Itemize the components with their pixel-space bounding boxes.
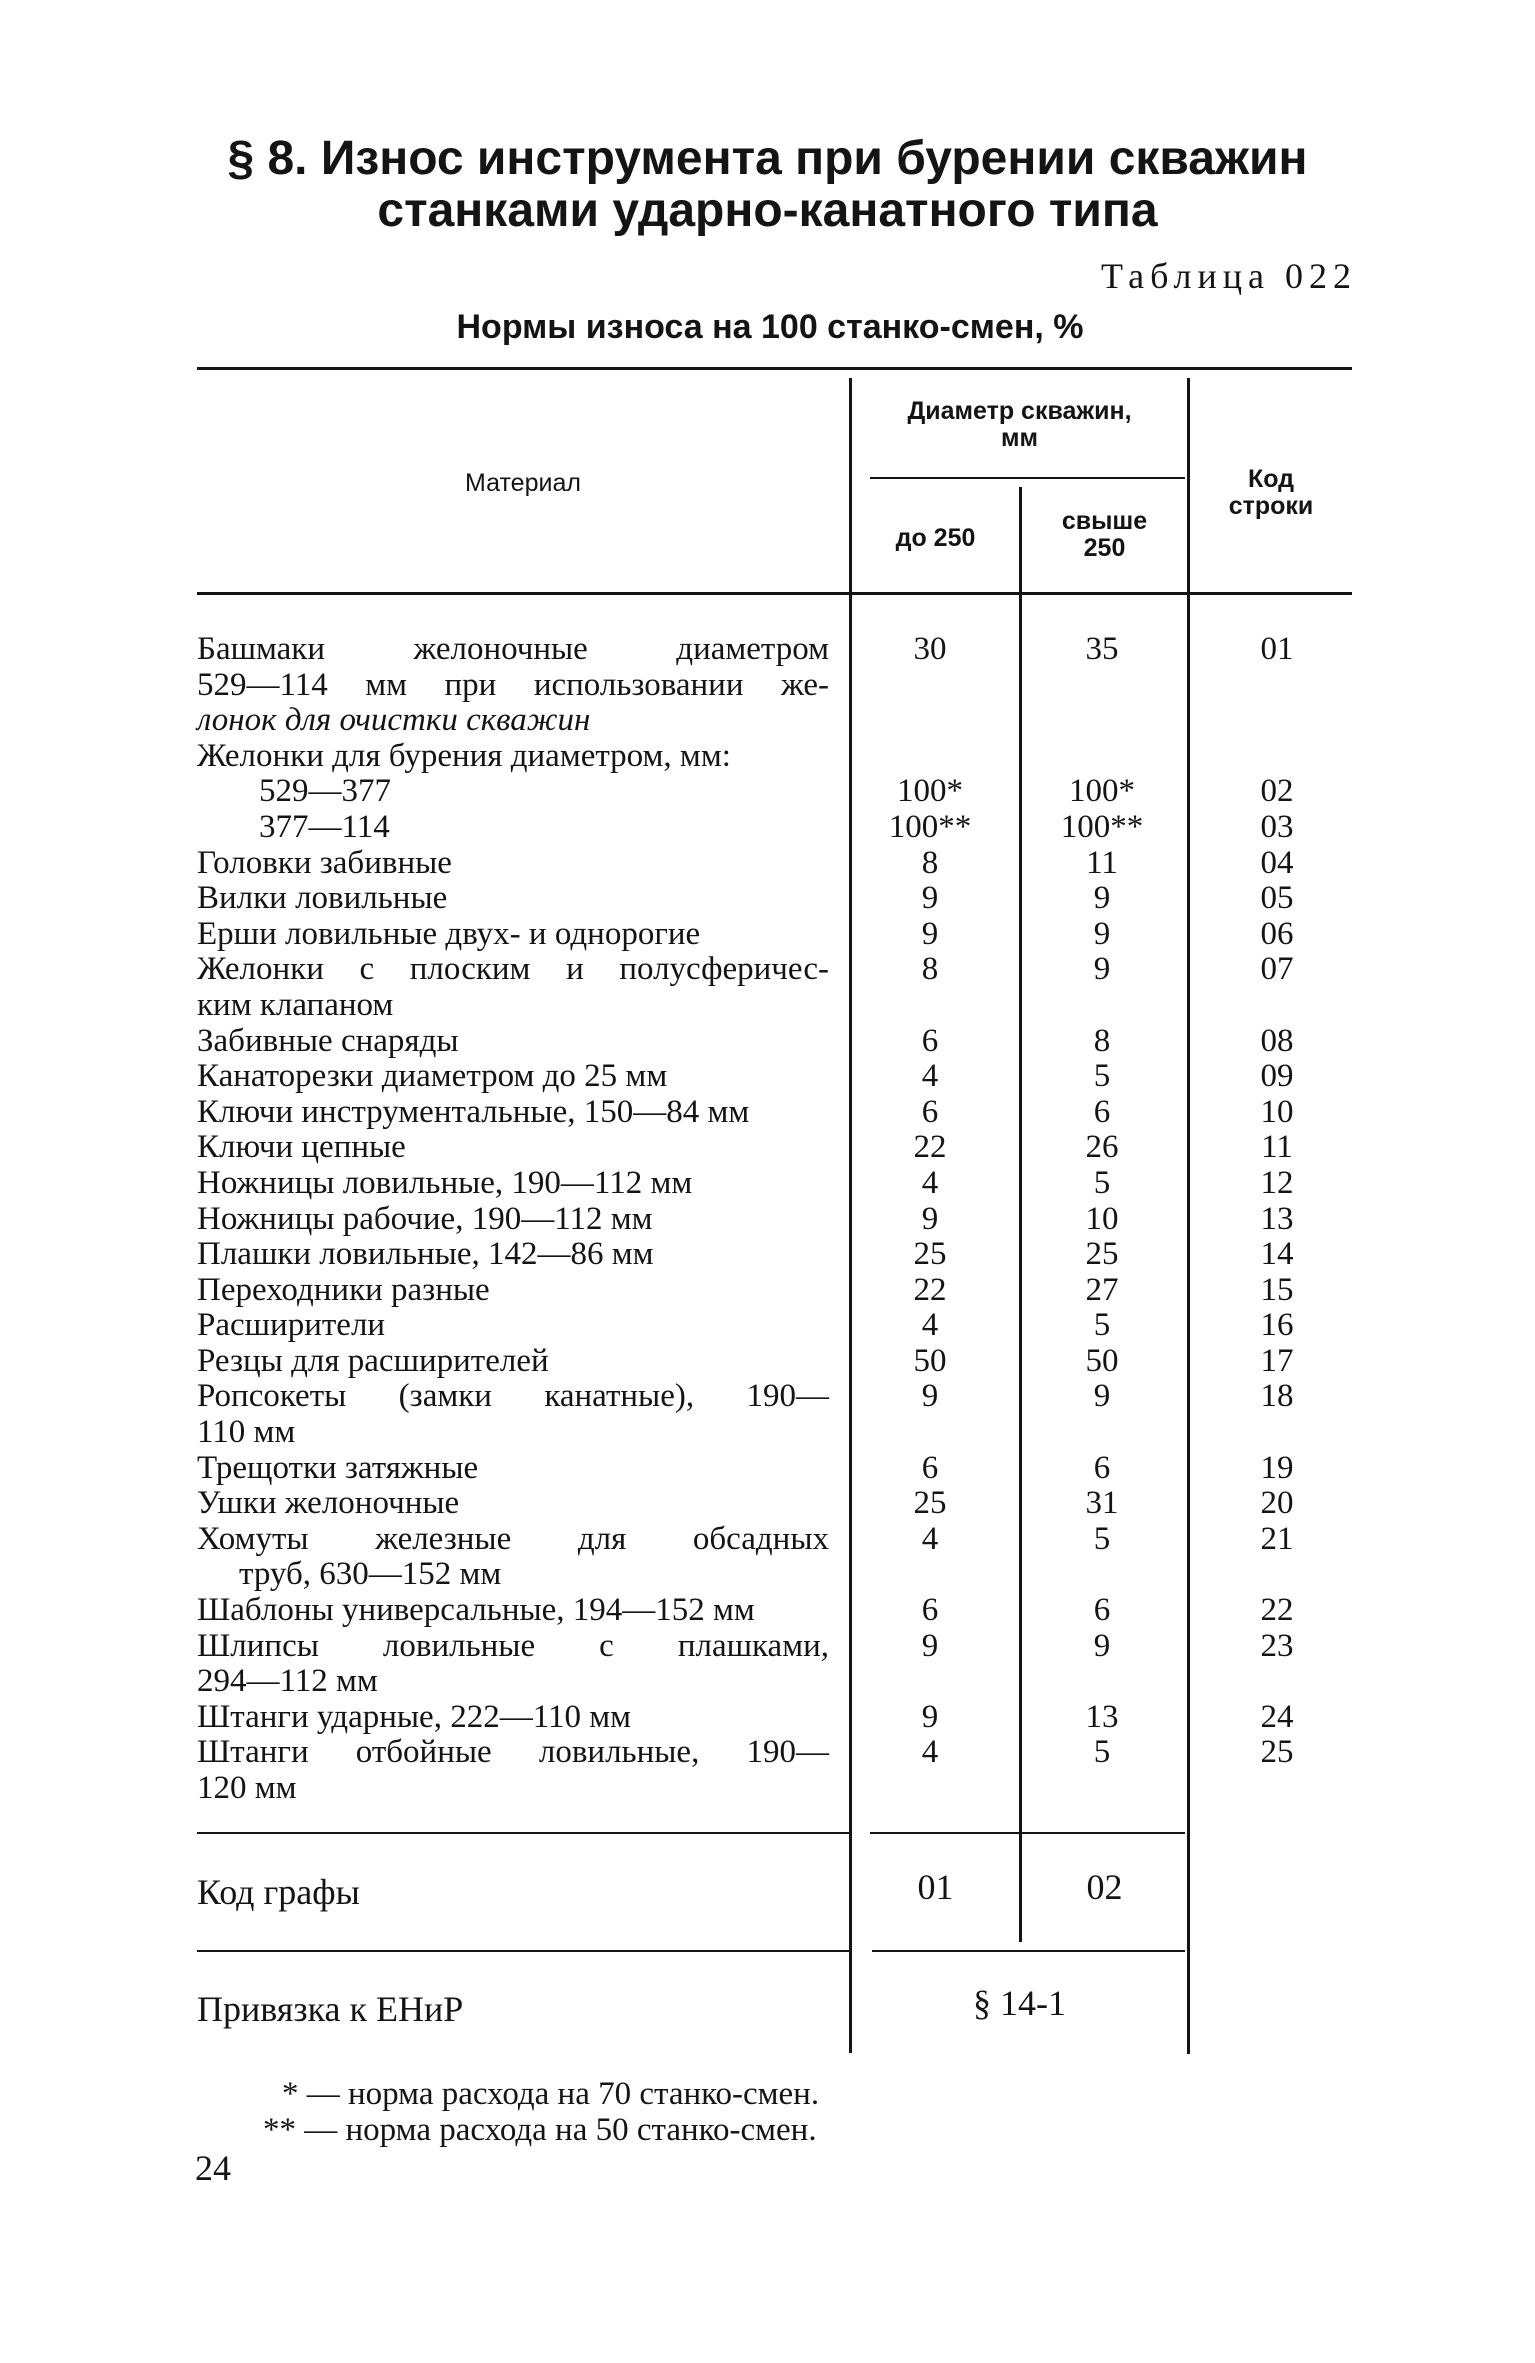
value-upto-250: 50 xyxy=(913,1342,947,1379)
value-over-250: 50 xyxy=(1085,1342,1119,1379)
row-code: 13 xyxy=(1260,1200,1294,1237)
section-heading-line2: станками ударно-канатного типа xyxy=(377,184,1158,237)
code-row-bottom-rule-right xyxy=(872,1950,1185,1952)
code-row-rule-right xyxy=(870,1832,1185,1834)
value-upto-250: 8 xyxy=(921,844,939,881)
material-line: Ушки желоночные xyxy=(197,1485,460,1522)
material-cell xyxy=(197,1379,829,1450)
material-cell xyxy=(197,881,829,917)
row-code: 05 xyxy=(1260,880,1294,917)
material-line: 294—112 мм xyxy=(197,1663,378,1700)
table-row xyxy=(197,1237,1347,1273)
value-over-250: 8 xyxy=(1093,1022,1111,1059)
material-line: Штанги ударные, 222—110 мм xyxy=(197,1698,631,1735)
material-line: Ключи цепные xyxy=(197,1129,406,1166)
row-code: 03 xyxy=(1260,808,1294,845)
table-row xyxy=(197,739,1347,775)
row-code: 11 xyxy=(1261,1129,1293,1166)
section-heading xyxy=(0,133,1535,237)
value-upto-250: 6 xyxy=(921,1022,939,1059)
table-row xyxy=(197,1735,1347,1806)
material-line: 120 мм xyxy=(197,1770,297,1806)
value-over-250: 100* xyxy=(1069,773,1135,810)
value-upto-250: 9 xyxy=(921,1200,939,1237)
value-over-250: 31 xyxy=(1085,1485,1119,1522)
table-body xyxy=(197,632,1347,1807)
material-line: Плашки ловильные, 142—86 мм xyxy=(197,1236,654,1273)
material-line: 529—114 мм при использовании же- xyxy=(197,666,829,703)
material-cell xyxy=(197,917,829,953)
table-row xyxy=(197,1629,1347,1700)
table-row xyxy=(197,1202,1347,1238)
table-row xyxy=(197,1059,1347,1095)
material-line: Ерши ловильные двух- и однорогие xyxy=(197,915,701,952)
row-code: 06 xyxy=(1260,915,1294,952)
material-cell xyxy=(197,1522,829,1593)
material-cell xyxy=(197,952,829,1023)
material-line: Ножницы ловильные, 190—112 мм xyxy=(197,1164,693,1201)
value-over-250: 25 xyxy=(1085,1236,1119,1273)
table-row xyxy=(197,1522,1347,1593)
material-line: 377—114 xyxy=(259,808,390,845)
material-line: Шлипсы ловильные с плашками, xyxy=(197,1627,829,1664)
material-cell xyxy=(197,1273,829,1309)
value-upto-250: 6 xyxy=(921,1093,939,1130)
material-cell xyxy=(197,1237,829,1273)
material-cell xyxy=(197,846,829,882)
row-code: 07 xyxy=(1260,951,1294,988)
value-over-250: 9 xyxy=(1093,915,1111,952)
material-cell xyxy=(197,1130,829,1166)
value-over-250: 9 xyxy=(1093,1378,1111,1415)
material-line: Вилки ловильные xyxy=(197,880,448,917)
header-material: Материал xyxy=(465,469,581,497)
header-code-line2: строки xyxy=(1228,492,1314,520)
row-code: 21 xyxy=(1260,1520,1294,1557)
material-cell xyxy=(197,1202,829,1238)
body-bottom-rule xyxy=(197,1832,849,1834)
row-code xyxy=(1197,739,1357,775)
value-upto-250: 25 xyxy=(913,1485,947,1522)
material-line: Канаторезки диаметром до 25 мм xyxy=(197,1058,668,1095)
row-code: 24 xyxy=(1260,1698,1294,1735)
value-upto-250: 30 xyxy=(913,631,947,667)
material-cell xyxy=(197,1735,829,1806)
column-code-1: 01 xyxy=(917,1867,954,1907)
value-over-250: 35 xyxy=(1085,631,1119,667)
material-cell xyxy=(197,1059,829,1095)
material-line: Переходники разные xyxy=(197,1271,490,1308)
row-code: 12 xyxy=(1260,1164,1294,1201)
material-line: Расширители xyxy=(197,1307,386,1344)
table-caption: Нормы износа на 100 станко-смен, % xyxy=(456,308,1084,346)
table-row xyxy=(197,1273,1347,1309)
table-row xyxy=(197,1166,1347,1202)
material-cell xyxy=(197,1095,829,1131)
value-upto-250: 9 xyxy=(921,880,939,917)
row-code: 04 xyxy=(1260,844,1294,881)
value-upto-250: 9 xyxy=(921,1627,939,1664)
value-upto-250 xyxy=(855,739,1005,775)
material-line: Шаблоны универсальные, 194—152 мм xyxy=(197,1592,755,1629)
value-upto-250: 8 xyxy=(921,951,939,988)
value-over-250: 10 xyxy=(1085,1200,1119,1237)
table-row xyxy=(197,1095,1347,1131)
material-line: Желонки для бурения диаметром, мм: xyxy=(197,737,731,774)
value-over-250: 6 xyxy=(1093,1449,1111,1486)
value-upto-250: 100** xyxy=(888,808,972,845)
code-row-bottom-rule-left xyxy=(197,1950,849,1952)
table-row xyxy=(197,952,1347,1023)
table-row xyxy=(197,1593,1347,1629)
row-code: 02 xyxy=(1260,773,1294,810)
table-row xyxy=(197,1451,1347,1487)
value-upto-250: 100* xyxy=(897,773,963,810)
header-over-250-line1: свыше xyxy=(1061,507,1148,535)
page-number: 24 xyxy=(195,2148,231,2188)
table-row xyxy=(197,846,1347,882)
value-over-250: 9 xyxy=(1093,951,1111,988)
table-row xyxy=(197,774,1347,810)
column-code-label: Код графы xyxy=(197,1872,360,1912)
header-over-250 xyxy=(1022,508,1187,562)
material-cell xyxy=(197,1308,829,1344)
value-over-250: 11 xyxy=(1086,844,1118,881)
header-code xyxy=(1190,466,1352,520)
material-line: лонок для очистки скважин xyxy=(197,702,591,739)
value-over-250: 6 xyxy=(1093,1592,1111,1629)
value-upto-250: 6 xyxy=(921,1592,939,1629)
value-over-250: 5 xyxy=(1093,1520,1111,1557)
value-over-250: 13 xyxy=(1085,1698,1119,1735)
material-line: Забивные снаряды xyxy=(197,1022,459,1059)
row-code: 22 xyxy=(1260,1592,1294,1629)
value-over-250: 9 xyxy=(1093,1627,1111,1664)
material-line: Желонки с плоским и полусферичес- xyxy=(197,951,829,988)
value-upto-250: 4 xyxy=(921,1734,939,1771)
table-number: Таблица 022 xyxy=(1101,256,1357,296)
material-line: Трещотки затяжные xyxy=(197,1449,479,1486)
table-row xyxy=(197,1344,1347,1380)
material-cell xyxy=(197,1629,829,1700)
material-line: Ножницы рабочие, 190—112 мм xyxy=(197,1200,653,1237)
header-bottom-rule xyxy=(197,592,1352,595)
value-upto-250: 4 xyxy=(921,1058,939,1095)
row-code: 01 xyxy=(1260,631,1294,667)
material-cell xyxy=(197,1344,829,1380)
value-upto-250: 9 xyxy=(921,1698,939,1735)
row-code: 16 xyxy=(1260,1307,1294,1344)
reference-label: Привязка к ЕНиР xyxy=(197,1989,464,2029)
material-line: Резцы для расширителей xyxy=(197,1342,549,1379)
value-over-250 xyxy=(1027,739,1177,775)
row-code: 14 xyxy=(1260,1236,1294,1273)
value-over-250: 100** xyxy=(1060,808,1144,845)
material-cell xyxy=(197,1593,829,1629)
row-code: 19 xyxy=(1260,1449,1294,1486)
header-code-line1: Код xyxy=(1247,465,1295,493)
material-cell xyxy=(197,739,829,775)
value-upto-250: 22 xyxy=(913,1271,947,1308)
value-over-250: 6 xyxy=(1093,1093,1111,1130)
table-row xyxy=(197,1486,1347,1522)
table-top-rule xyxy=(197,367,1352,370)
material-line: Хомуты железные для обсадных xyxy=(197,1520,829,1557)
header-diameter-group xyxy=(852,398,1187,452)
table-row xyxy=(197,1308,1347,1344)
header-diameter-line2: мм xyxy=(1001,424,1038,452)
footnote-2: ** — норма расхода на 50 станко-смен. xyxy=(263,2112,817,2148)
material-cell xyxy=(197,1451,829,1487)
header-diameter-line1: Диаметр скважин, xyxy=(907,397,1132,425)
value-over-250: 26 xyxy=(1085,1129,1119,1166)
table-row xyxy=(197,1379,1347,1450)
reference-value: § 14-1 xyxy=(973,1983,1066,2023)
material-cell xyxy=(197,1700,829,1736)
table-row xyxy=(197,1024,1347,1060)
value-upto-250: 4 xyxy=(921,1307,939,1344)
diameter-group-rule xyxy=(870,477,1185,479)
value-over-250: 5 xyxy=(1093,1307,1111,1344)
header-upto-250: до 250 xyxy=(895,524,976,552)
value-upto-250: 25 xyxy=(913,1236,947,1273)
material-line: 110 мм xyxy=(197,1414,296,1451)
row-code: 08 xyxy=(1260,1022,1294,1059)
material-line: Ключи инструментальные, 150—84 мм xyxy=(197,1093,750,1130)
value-over-250: 9 xyxy=(1093,880,1111,917)
footnote-1: * — норма расхода на 70 станко-смен. xyxy=(282,2076,820,2112)
material-line: Головки забивные xyxy=(197,844,452,881)
value-upto-250: 6 xyxy=(921,1449,939,1486)
value-over-250: 27 xyxy=(1085,1271,1119,1308)
table-row xyxy=(197,632,1347,739)
table-row xyxy=(197,917,1347,953)
table-row xyxy=(197,810,1347,846)
value-upto-250: 9 xyxy=(921,1378,939,1415)
material-line: Ропсокеты (замки канатные), 190— xyxy=(197,1378,829,1415)
column-code-2: 02 xyxy=(1086,1867,1123,1907)
table-row xyxy=(197,1700,1347,1736)
row-code: 15 xyxy=(1260,1271,1294,1308)
material-cell xyxy=(197,1486,829,1522)
material-line: Штанги отбойные ловильные, 190— xyxy=(197,1734,829,1771)
row-code: 23 xyxy=(1260,1627,1294,1664)
row-code: 20 xyxy=(1260,1485,1294,1522)
material-line: 529—377 xyxy=(259,773,391,810)
value-upto-250: 4 xyxy=(921,1520,939,1557)
section-heading-line1: § 8. Износ инструмента при бурении скважин xyxy=(227,132,1308,185)
row-code: 17 xyxy=(1260,1342,1294,1379)
value-over-250: 5 xyxy=(1093,1734,1111,1771)
table-row xyxy=(197,1130,1347,1166)
material-line: ким клапаном xyxy=(197,986,394,1023)
row-code: 09 xyxy=(1260,1058,1294,1095)
row-code: 18 xyxy=(1260,1378,1294,1415)
material-cell xyxy=(197,1166,829,1202)
value-upto-250: 4 xyxy=(921,1164,939,1201)
material-line: Башмаки желоночные диаметром xyxy=(197,631,829,667)
value-over-250: 5 xyxy=(1093,1058,1111,1095)
row-code: 10 xyxy=(1260,1093,1294,1130)
header-over-250-line2: 250 xyxy=(1083,534,1126,562)
value-over-250: 5 xyxy=(1093,1164,1111,1201)
material-cell xyxy=(197,774,829,810)
table-row xyxy=(197,881,1347,917)
material-cell xyxy=(197,632,829,739)
value-upto-250: 9 xyxy=(921,915,939,952)
row-code: 25 xyxy=(1260,1734,1294,1771)
material-cell xyxy=(197,1024,829,1060)
value-upto-250: 22 xyxy=(913,1129,947,1166)
material-cell xyxy=(197,810,829,846)
material-line: труб, 630—152 мм xyxy=(239,1556,502,1593)
